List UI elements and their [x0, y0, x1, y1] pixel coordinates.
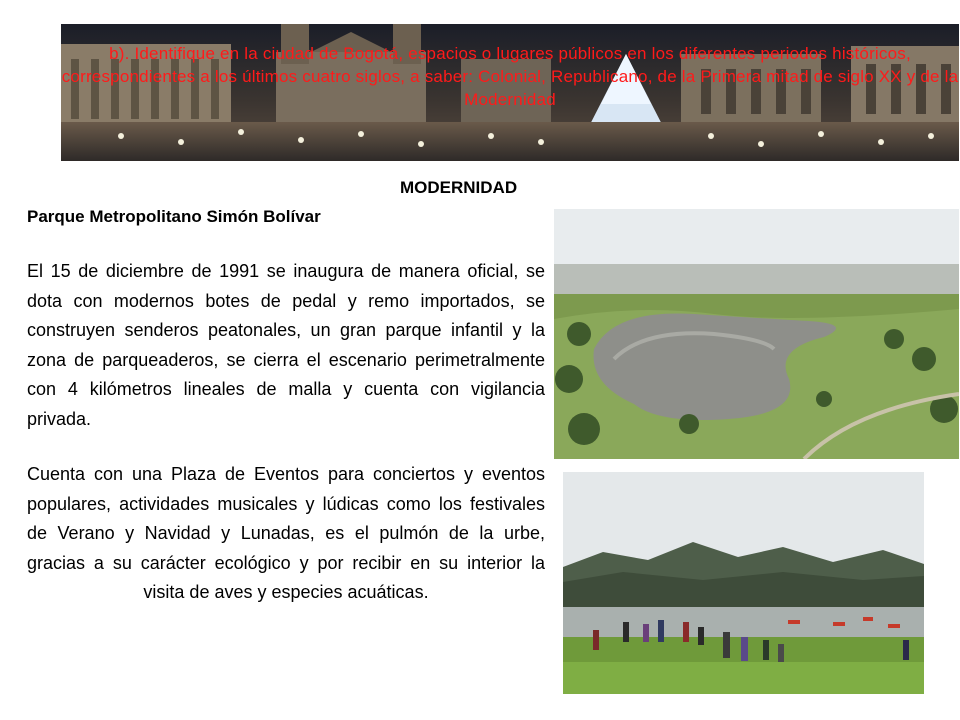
banner-question-text: b). Identifique en la ciudad de Bogotá, espacios o lugares públicos en los diferentes periodos históricos, correspondientes a los últimos cuatro siglos, a saber: Colonial, Republicano, de la Primera mitad de siglo XX y de la Modernidad: [61, 44, 959, 109]
park-lake-aerial-photo: [554, 209, 959, 459]
park-visitors-photo: [563, 472, 924, 694]
paragraph-history: El 15 de diciembre de 1991 se inaugura de manera oficial, se dota con modernos botes de pedal y remo importados, se construyen senderos peatonales, un gran parque infantil y la zona de parqueaderos, se cierra el escenario perimetralmente con 4 kilómetros lineales de malla y cuenta con vigilancia privada.: [27, 261, 545, 429]
paragraph-events: Cuenta con una Plaza de Eventos para conciertos y eventos populares, actividades musicales y lúdicas como los festivales de Verano y Navidad y Lunadas, es el pulmón de la urbe, gracias a su carácter ecológico y por recibir en su interior la visita de aves y especies acuáticas.: [27, 464, 545, 603]
park-name-heading: Parque Metropolitano Simón Bolívar: [27, 207, 321, 226]
banner: [61, 24, 959, 161]
section-title: MODERNIDAD: [400, 178, 518, 197]
